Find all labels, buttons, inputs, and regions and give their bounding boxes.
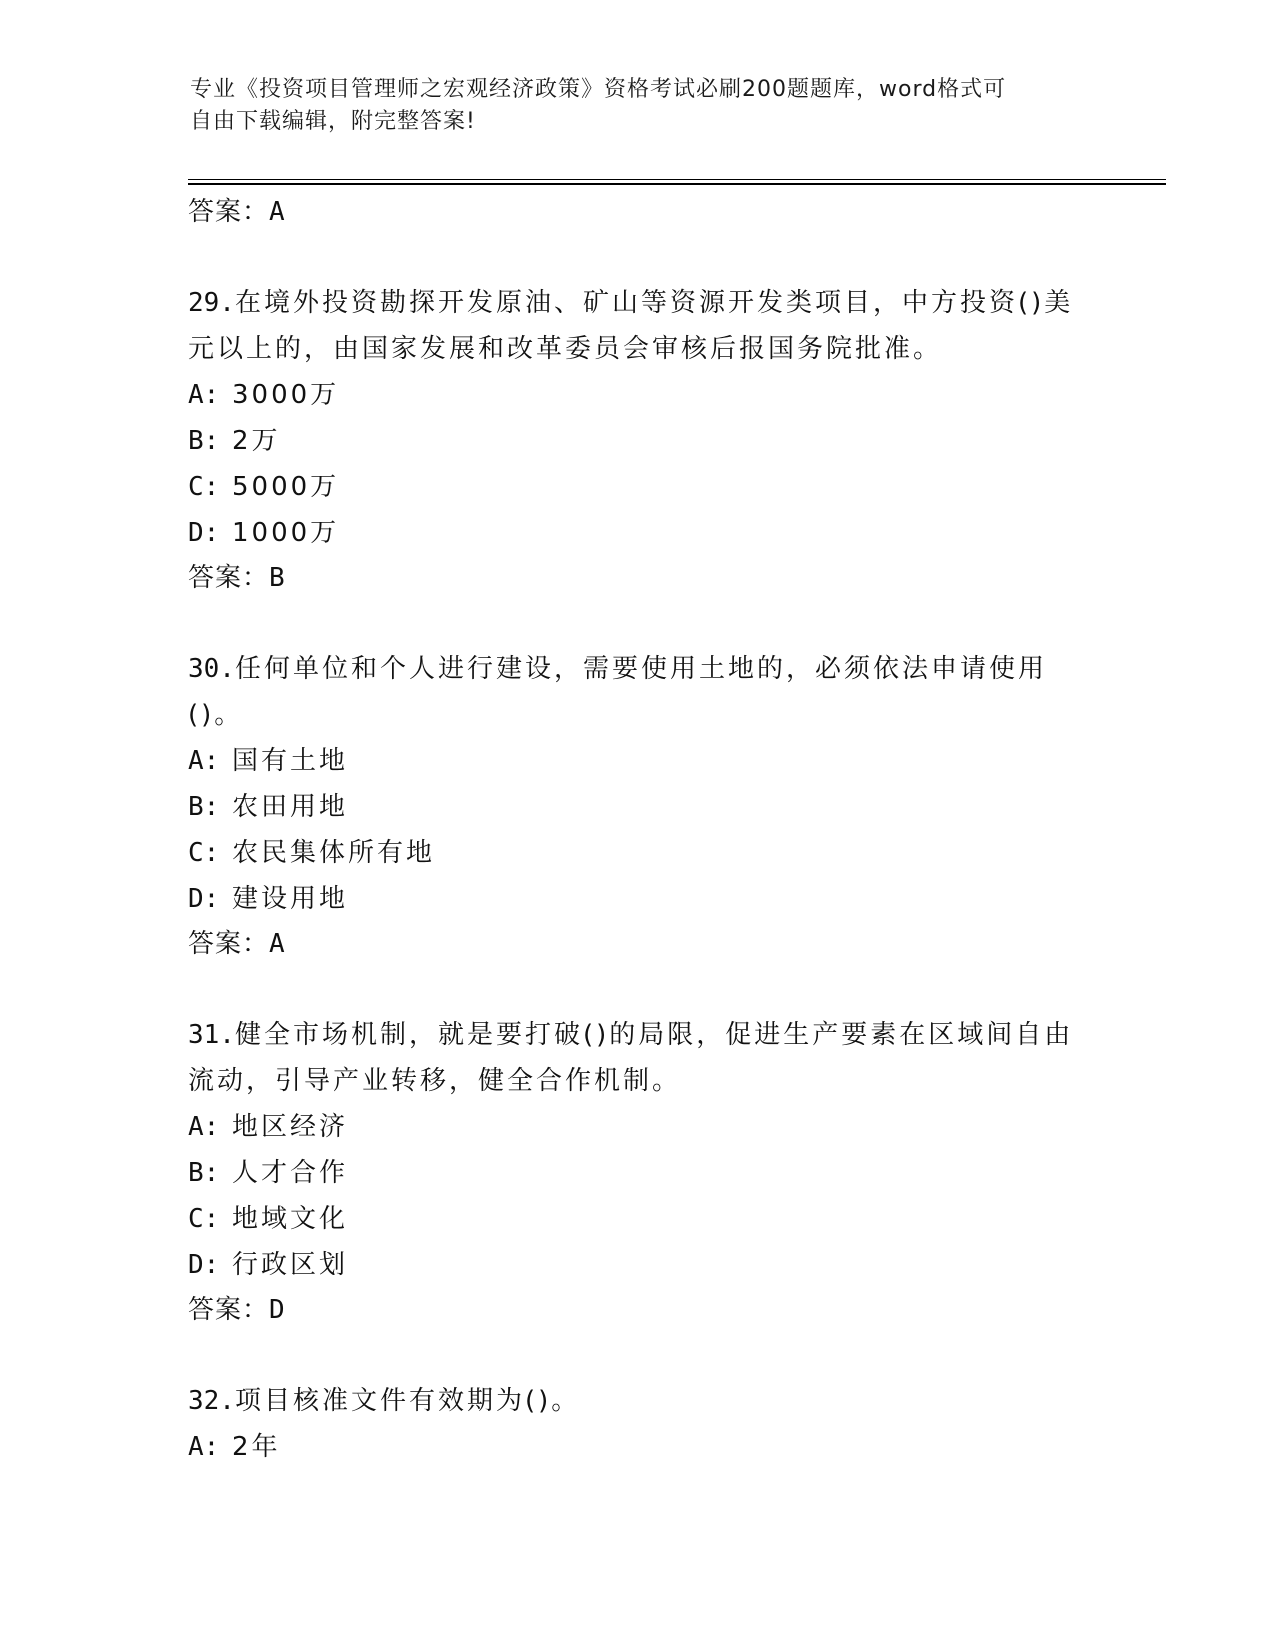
option-c	[188, 1196, 1088, 1242]
question-list	[188, 190, 1088, 1470]
option-key: C:	[188, 472, 220, 502]
option-text: 5000万	[232, 472, 340, 502]
option-key: A:	[188, 1112, 220, 1142]
option-d	[188, 876, 1088, 922]
option-d	[188, 1242, 1088, 1288]
question-number: 30.	[188, 654, 235, 684]
question-block	[188, 1012, 1088, 1332]
option-d	[188, 510, 1088, 556]
option-text: 农民集体所有地	[232, 838, 436, 868]
option-text: 国有土地	[232, 746, 349, 776]
answer-line	[188, 922, 1088, 966]
option-text: 3000万	[232, 380, 340, 410]
option-c	[188, 830, 1088, 876]
question-text: 在境外投资勘探开发原油、矿山等资源开发类项目，中方投资()美元以上的，由国家发展和改革委员会审核后报国务院批准。	[188, 288, 1074, 364]
option-key: A:	[188, 746, 220, 776]
option-text: 1000万	[232, 518, 340, 548]
answer-line	[188, 556, 1088, 600]
option-c	[188, 464, 1088, 510]
question-block	[188, 1378, 1088, 1470]
option-key: C:	[188, 1204, 220, 1234]
option-key: C:	[188, 838, 220, 868]
option-key: D:	[188, 884, 220, 914]
answer-label: 答案：	[188, 1295, 270, 1325]
answer-value: D	[269, 1295, 286, 1325]
question-stem	[188, 1012, 1088, 1104]
answer-label: 答案：	[188, 197, 270, 227]
option-key: A:	[188, 1432, 220, 1462]
answer-value: A	[269, 929, 286, 959]
option-text: 地区经济	[232, 1112, 349, 1142]
answer-line	[188, 190, 1088, 234]
option-text: 建设用地	[232, 884, 349, 914]
option-key: A:	[188, 380, 220, 410]
question-text: 任何单位和个人进行建设，需要使用土地的，必须依法申请使用()。	[188, 654, 1047, 730]
option-text: 人才合作	[232, 1158, 349, 1188]
header-rule-thick	[188, 183, 1166, 185]
option-b	[188, 418, 1088, 464]
option-text: 2万	[232, 426, 281, 456]
option-b	[188, 1150, 1088, 1196]
question-block	[188, 280, 1088, 600]
option-key: D:	[188, 1250, 220, 1280]
question-block	[188, 646, 1088, 966]
answer-label: 答案：	[188, 563, 270, 593]
question-number: 29.	[188, 288, 235, 318]
question-stem	[188, 1378, 1088, 1424]
answer-value: B	[269, 563, 286, 593]
header-rule-thin	[188, 179, 1166, 180]
answer-label: 答案：	[188, 929, 270, 959]
option-text: 2年	[232, 1432, 281, 1462]
document-header	[190, 74, 1090, 138]
option-key: D:	[188, 518, 220, 548]
option-text: 农田用地	[232, 792, 349, 822]
option-text: 行政区划	[232, 1250, 349, 1280]
option-key: B:	[188, 1158, 220, 1188]
answer-value: A	[269, 197, 286, 227]
option-key: B:	[188, 792, 220, 822]
question-stem	[188, 280, 1088, 372]
question-text: 健全市场机制，就是要打破()的局限，促进生产要素在区域间自由流动，引导产业转移，健全合作机制。	[188, 1020, 1074, 1096]
header-title-line-2: 自由下载编辑，附完整答案!	[190, 109, 476, 134]
answer-line	[188, 1288, 1088, 1332]
option-text: 地域文化	[232, 1204, 349, 1234]
question-text: 项目核准文件有效期为()。	[234, 1386, 581, 1416]
option-a	[188, 372, 1088, 418]
option-a	[188, 1104, 1088, 1150]
option-a	[188, 738, 1088, 784]
question-number: 32.	[188, 1386, 235, 1416]
question-number: 31.	[188, 1020, 235, 1050]
option-b	[188, 784, 1088, 830]
header-title-line-1: 专业《投资项目管理师之宏观经济政策》资格考试必刷200题题库，word格式可	[190, 77, 1007, 102]
question-stem	[188, 646, 1088, 738]
option-a	[188, 1424, 1088, 1470]
option-key: B:	[188, 426, 220, 456]
